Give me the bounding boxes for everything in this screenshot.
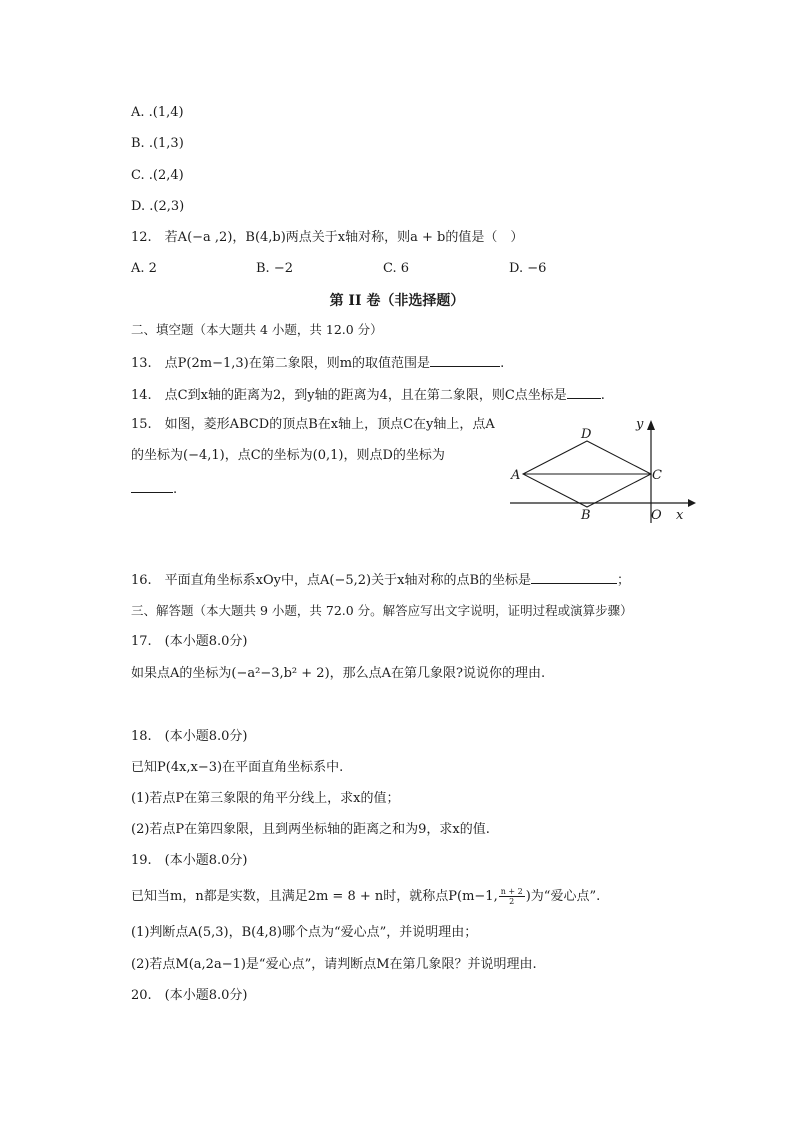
question-18-sub1: (1)若点P在第三象限的角平分线上，求x的值；	[131, 791, 400, 806]
question-13	[131, 353, 504, 373]
y-axis-arrow	[647, 420, 655, 430]
question-18-body: 已知P(4x,x−3)在平面直角坐标系中.	[131, 760, 344, 775]
question-19-header: 19. (本小题8.0分)	[131, 853, 248, 868]
fraction	[499, 887, 525, 906]
option-text: .(2,4)	[148, 168, 184, 183]
option-text: .(2,3)	[149, 199, 185, 214]
option-letter: B.	[131, 136, 145, 151]
question-19-body-pre: 已知当m，n都是实数，且满足2m = 8 + n时，就称点P(m−1,	[131, 889, 498, 904]
label-b: B	[581, 508, 591, 523]
question-15-line3	[131, 479, 177, 499]
option-b	[131, 135, 184, 153]
question-16	[131, 570, 630, 590]
rhombus-diagram	[505, 412, 700, 527]
question-19-body-post: )为“爱心点”.	[525, 889, 601, 904]
question-15-end: .	[173, 482, 178, 497]
answer-blank	[567, 385, 601, 399]
option-text: .(1,4)	[148, 105, 184, 120]
question-14	[131, 385, 605, 405]
option-a	[131, 104, 184, 122]
question-20-header: 20. (本小题8.0分)	[131, 988, 248, 1003]
option-d: D. −6	[509, 261, 547, 276]
label-x: x	[676, 508, 684, 523]
question-18-sub2: (2)若点P在第四象限，且到两坐标轴的距离之和为9，求x的值.	[131, 822, 490, 837]
question-16-end: ；	[617, 573, 631, 588]
label-d: D	[581, 427, 592, 442]
question-18-header: 18. (本小题8.0分)	[131, 729, 248, 744]
option-a: A. 2	[131, 261, 157, 276]
label-a: A	[511, 468, 521, 483]
question-16-text: 16. 平面直角坐标系xOy中，点A(−5,2)关于x轴对称的点B的坐标是	[131, 573, 531, 588]
question-17-header: 17. (本小题8.0分)	[131, 634, 248, 649]
option-c	[131, 167, 184, 185]
option-letter: D.	[131, 199, 146, 214]
question-14-end: .	[600, 388, 605, 403]
option-text: .(1,3)	[148, 136, 184, 151]
label-y: y	[636, 417, 644, 432]
option-b: B. −2	[256, 261, 293, 276]
answer-blank	[131, 479, 173, 493]
fraction-numerator: n + 2	[500, 887, 523, 896]
question-12-options	[131, 260, 546, 278]
question-15-line2: 的坐标为(−4,1)，点C的坐标为(0,1)，则点D的坐标为	[131, 448, 445, 463]
question-12: 12. 若A(−a ,2)，B(4,b)两点关于x轴对称，则a + b的值是（ ）	[131, 230, 524, 245]
fraction-denominator: 2	[509, 897, 515, 906]
option-letter: A.	[131, 105, 145, 120]
option-letter: C.	[131, 168, 145, 183]
question-19-body	[131, 887, 600, 906]
question-19-sub1: (1)判断点A(5,3)，B(4,8)哪个点为“爱心点”，并说明理由；	[131, 925, 478, 940]
question-13-end: .	[500, 356, 505, 371]
section-2-heading: 二、填空题（本大题共 4 小题，共 12.0 分）	[131, 322, 383, 337]
option-d	[131, 198, 184, 216]
label-c: C	[652, 468, 662, 483]
question-15-line1: 15. 如图，菱形ABCD的顶点B在x轴上，顶点C在y轴上，点A	[131, 417, 495, 432]
question-14-text: 14. 点C到x轴的距离为2，到y轴的距离为4，且在第二象限，则C点坐标是	[131, 388, 567, 403]
answer-blank	[430, 353, 500, 367]
answer-blank	[531, 570, 617, 584]
question-19-sub2: (2)若点M(a,2a−1)是“爱心点”，请判断点M在第几象限？并说明理由.	[131, 957, 537, 972]
section-3-heading: 三、解答题（本大题共 9 小题，共 72.0 分。解答应写出文字说明，证明过程或演算步骤）	[131, 603, 633, 618]
x-axis-arrow	[688, 499, 696, 507]
question-17-body: 如果点A的坐标为(−a²−3,b² + 2)，那么点A在第几象限?说说你的理由.	[131, 666, 546, 681]
option-c: C. 6	[383, 261, 410, 276]
part2-title: 第 II 卷（非选择题）	[329, 293, 465, 309]
label-o: O	[651, 508, 662, 523]
question-13-text: 13. 点P(2m−1,3)在第二象限，则m的取值范围是	[131, 356, 431, 371]
